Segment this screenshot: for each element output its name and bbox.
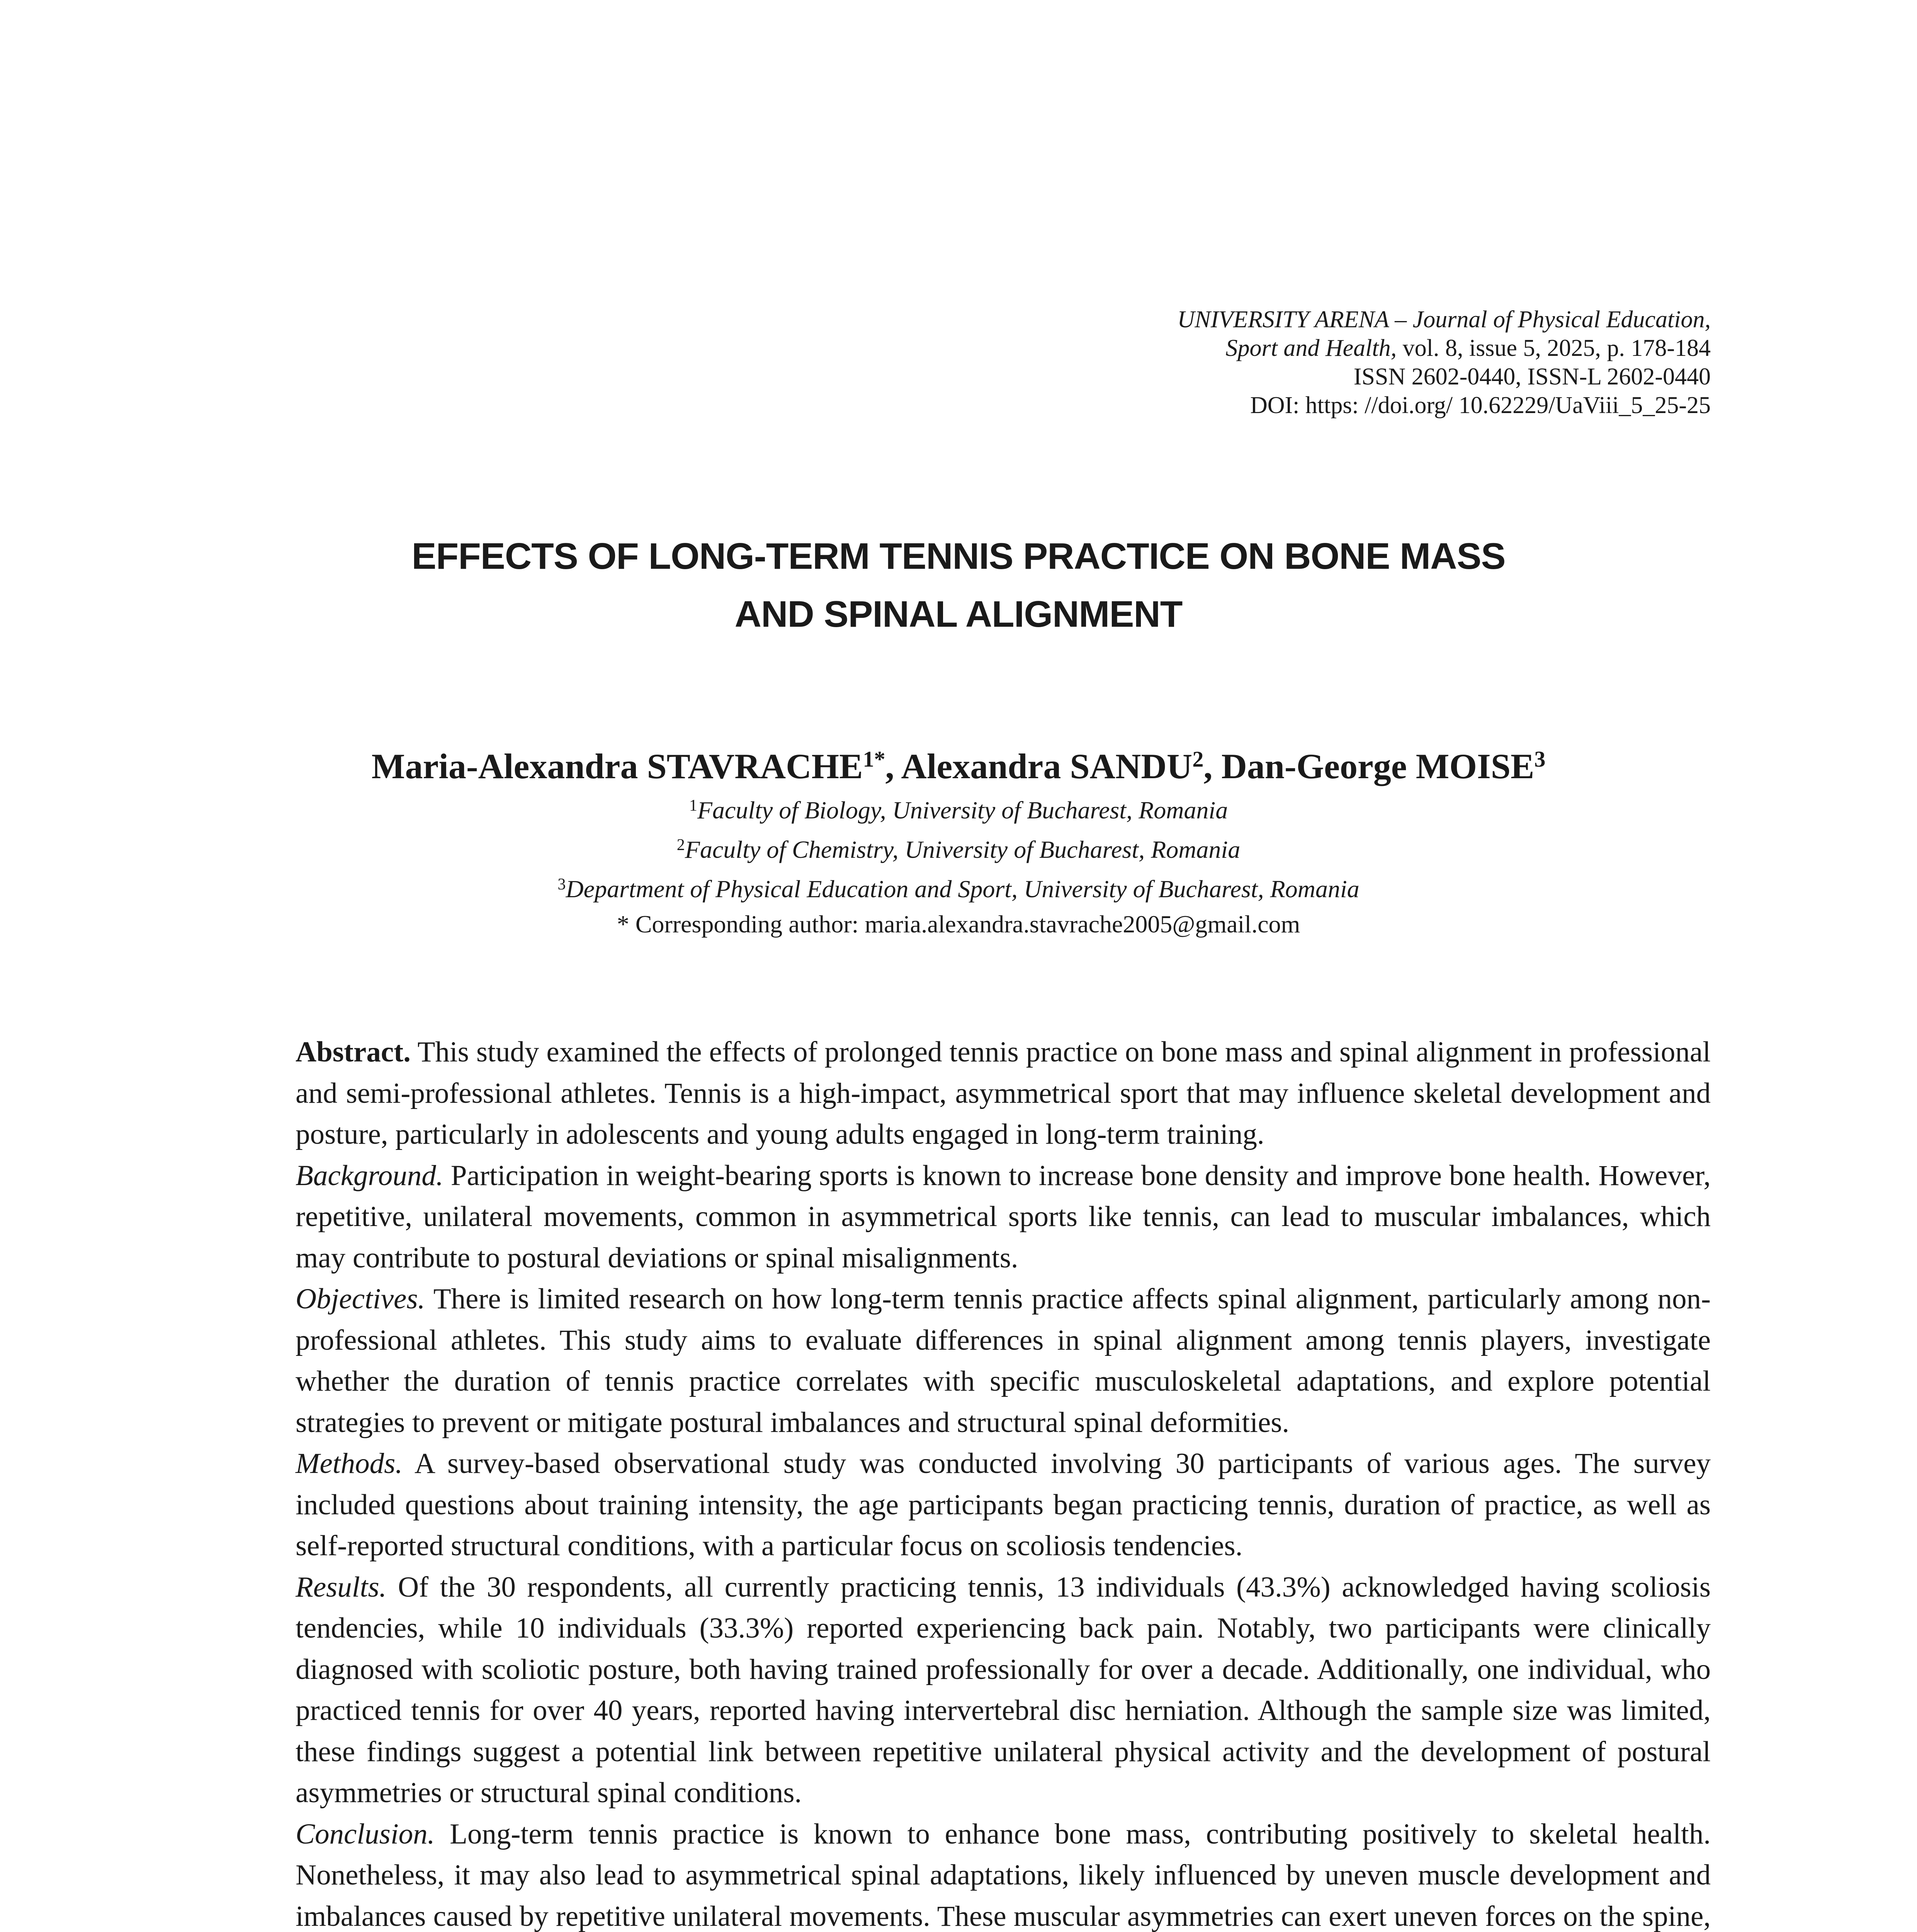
journal-header [977, 305, 1711, 420]
journal-volume: vol. 8, issue 5, 2025, p. 178-184 [1397, 335, 1711, 361]
affiliations [0, 788, 1917, 942]
author-2: Alexandra SANDU [901, 747, 1193, 786]
objectives-label: Objectives. [296, 1283, 425, 1315]
abstract-text: This study examined the effects of prolonged tennis practice on bone mass and spinal alignment in professional and semi-professional athletes. Tennis is a high-impact, asymmetrical sport that may influence skeletal development and posture, particularly in adolescents and young adults engaged in long-term training. [296, 1036, 1711, 1150]
affiliation-2-sup: 2 [676, 836, 685, 854]
methods-label: Methods. [296, 1447, 403, 1480]
affiliation-3-sup: 3 [557, 876, 566, 893]
abstract [296, 1032, 1711, 1932]
author-2-sup: 2 [1192, 747, 1204, 772]
author-1: Maria-Alexandra STAVRACHE [371, 747, 863, 786]
author-separator: , [1203, 747, 1222, 786]
affiliation-1-sup: 1 [689, 797, 697, 815]
journal-doi[interactable]: DOI: https: //doi.org/ 10.62229/UaViii_5_25-25 [1250, 392, 1711, 418]
author-separator: , [885, 747, 901, 786]
objectives-paragraph [296, 1279, 1711, 1443]
conclusion-paragraph [296, 1814, 1711, 1932]
author-3: Dan-George MOISE [1221, 747, 1535, 786]
affiliation-2 [0, 828, 1917, 867]
abstract-label: Abstract. [296, 1036, 411, 1068]
conclusion-label: Conclusion. [296, 1818, 435, 1850]
affiliation-3-text: Department of Physical Education and Sport, University of Bucharest, Romania [566, 875, 1360, 903]
affiliation-3 [0, 867, 1917, 906]
author-3-sup: 3 [1534, 747, 1546, 772]
affiliation-1-text: Faculty of Biology, University of Bucharest, Romania [697, 796, 1228, 824]
journal-subtitle: Sport and Health, [1225, 335, 1397, 361]
results-paragraph [296, 1567, 1711, 1814]
author-list [0, 736, 1917, 789]
results-text: Of the 30 respondents, all currently practicing tennis, 13 individuals (43.3%) acknowledged having scoliosis tendencies, while 10 individuals (33.3%) reported experiencing back pain. Notably, two participants were clinically diagnosed with scoliotic posture, both having trained professionally for over a decade. Additionally, one individual, who practiced tennis for over 40 years, reported having intervertebral disc herniation. Although the sample size was limited, these findings suggest a potential link between repetitive unilateral physical activity and the development of postural asymmetries or structural spinal conditions. [296, 1571, 1711, 1809]
abstract-paragraph [296, 1032, 1711, 1155]
paper-title-line-2: AND SPINAL ALIGNMENT [734, 594, 1183, 635]
affiliation-1 [0, 788, 1917, 828]
affiliation-2-text: Faculty of Chemistry, University of Bucharest, Romania [685, 836, 1241, 863]
background-paragraph [296, 1155, 1711, 1279]
paper-title-line-1: EFFECTS OF LONG-TERM TENNIS PRACTICE ON BONE MASS [411, 536, 1506, 577]
paper-title [0, 527, 1917, 643]
background-label: Background. [296, 1159, 444, 1192]
methods-text: A survey-based observational study was conducted involving 30 participants of various ages. The survey included questions about training intensity, the age participants began practicing tennis, duration of practice, as well as self-reported structural conditions, with a particular focus on scoliosis tendencies. [296, 1447, 1711, 1562]
author-1-sup: 1* [863, 747, 885, 772]
corresponding-author[interactable]: * Corresponding author: maria.alexandra.stavrache2005@gmail.com [617, 910, 1300, 938]
journal-name: UNIVERSITY ARENA – Journal of Physical Education, [1177, 306, 1711, 333]
objectives-text: There is limited research on how long-term tennis practice affects spinal alignment, particularly among non-professional athletes. This study aims to evaluate differences in spinal alignment among tennis players, investigate whether the duration of tennis practice correlates with specific musculoskeletal adaptations, and explore potential strategies to prevent or mitigate postural imbalances and structural spinal deformities. [296, 1283, 1711, 1439]
conclusion-text: Long-term tennis practice is known to enhance bone mass, contributing positively to skeletal health. Nonetheless, it may also lead to asymmetrical spinal adaptations, likely influenced by uneven muscle development and imbalances caused by repetitive unilateral movements. These muscular asymmetries can exert uneven forces on the spine, [296, 1818, 1711, 1932]
journal-issn: ISSN 2602-0440, ISSN-L 2602-0440 [1353, 364, 1711, 390]
methods-paragraph [296, 1443, 1711, 1567]
results-label: Results. [296, 1571, 387, 1603]
background-text: Participation in weight-bearing sports is known to increase bone density and improve bone health. However, repetitive, unilateral movements, common in asymmetrical sports like tennis, can lead to muscular imbalances, which may contribute to postural deviations or spinal misalignments. [296, 1159, 1711, 1274]
